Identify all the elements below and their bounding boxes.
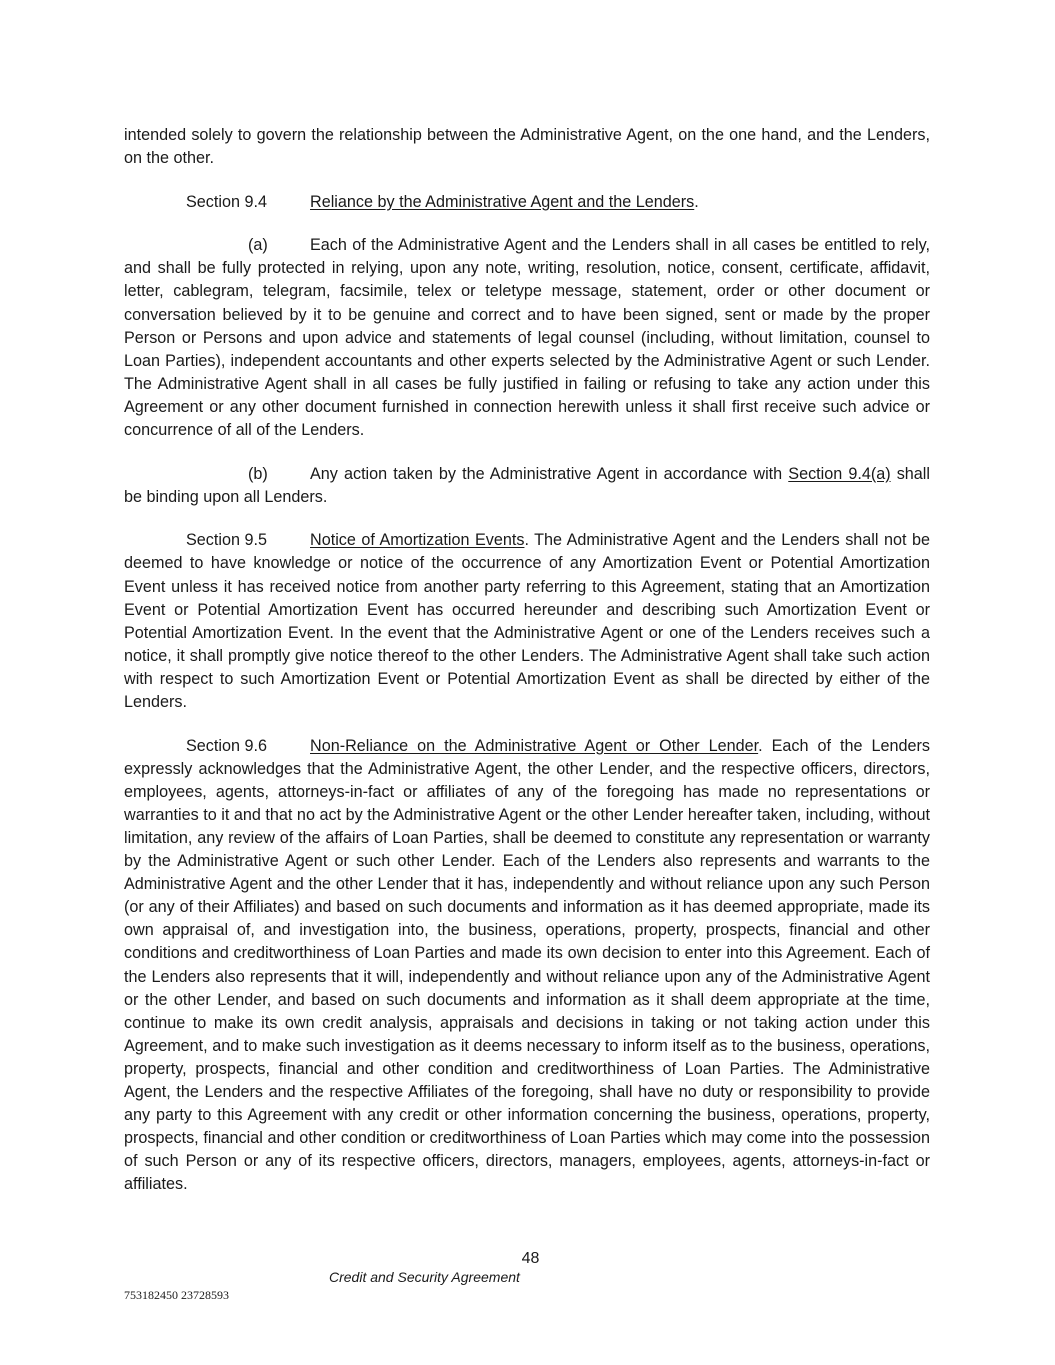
section-9-4-b-text-before: Any action taken by the Administrative Agent in accordance with — [310, 464, 789, 483]
footer-title: Credit and Security Agreement — [329, 1269, 520, 1285]
section-9-6-title: Non-Reliance on the Administrative Agent or Other Lender — [310, 736, 759, 755]
section-9-4-a-label: (a) — [248, 236, 268, 255]
section-9-5-paragraph — [124, 529, 930, 714]
continuation-paragraph: intended solely to govern the relationship between the Administrative Agent, on the one hand, and the Lenders, on the other. — [124, 126, 930, 168]
section-9-4-title-end: . — [694, 192, 699, 211]
section-9-5-body: . The Administrative Agent and the Lenders shall not be deemed to have knowledge or notice of the occurrence of any Amortization Event or Potential Amortization Event unless it has received notice from another party referring to this Agreement, stating that an Amortization Event or Potential Amortization Event has occurred hereunder and describing such Amortization Event or Potential Amortization Event. In the event that the Administrative Agent or one of the Lenders receives such a notice, it shall promptly give notice thereof to the other Lenders. The Administrative Agent shall take such action with respect to such Amortization Event or Potential Amortization Event as shall be directed by either of the Lenders. — [124, 531, 930, 711]
section-9-6-number: Section 9.6 — [186, 736, 267, 755]
document-body — [124, 124, 930, 1196]
section-9-4-number: Section 9.4 — [186, 192, 267, 211]
document-id: 753182450 23728593 — [124, 1288, 229, 1302]
section-9-4-b-text-after: shall be binding upon all Lenders. — [124, 464, 930, 506]
section-9-6-body: . Each of the Lenders expressly acknowledges that the Administrative Agent, the other Lender, and the respective officers, directors, employees, agents, attorneys-in-fact or affiliates of any of the foregoing has made no representations or warranties to it and that no act by the Administrative Agent or the other Lender hereafter taken, including, without limitation, any review of the affairs of Loan Parties, shall be deemed to constitute any representation or warranty by the Administrative Agent or such other Lender. Each of the Lenders also represents and warrants to the Administrative Agent and the other Lender that it has, independently and without reliance upon any such Person (or any of their Affiliates) and based on such documents and information as it has deemed appropriate, made its own appraisal of, and investigation into, the business, operations, property, prospects, financial and other conditions and creditworthiness of Loan Parties and made its own decision to enter into this Agreement. Each of the Lenders also represents that it will, independently and without reliance upon any of the Administrative Agent or the other Lender, and based on such documents and information as it shall deem appropriate at the time, continue to make its own credit analysis, appraisals and decisions in taking or not taking action under this Agreement, and to make such investigation as it deems necessary to inform itself as to the business, operations, property, prospects, financial and other condition and creditworthiness of Loan Parties. The Administrative Agent, the Lenders and the respective Affiliates of the foregoing, shall have no duty or responsibility to provide any party to this Agreement with any credit or other information concerning the business, operations, property, prospects, financial and other condition or creditworthiness of Loan Parties which may come into the possession of such Person or any of its respective officers, directors, managers, employees, agents, attorneys-in-fact or affiliates. — [124, 736, 931, 1194]
page-number: 48 — [521, 1250, 540, 1267]
section-9-4-title: Reliance by the Administrative Agent and the Lenders — [310, 192, 695, 211]
section-9-5-title: Notice of Amortization Events — [310, 531, 525, 550]
section-9-5-number: Section 9.5 — [186, 531, 267, 550]
section-9-4-heading — [124, 191, 930, 214]
section-9-4-a-reference: Section 9.4(a) — [788, 464, 891, 483]
section-9-4-a-text: Each of the Administrative Agent and the Lenders shall in all cases be entitled to rely, and shall be fully protected in relying, upon any note, writing, resolution, notice, consent, certificate, affidavit, letter, cablegram, telegram, facsimile, telex or teletype message, statement, order or other document or conversation believed by it to be genuine and correct and to have been signed, sent or made by the proper Person or Persons and upon advice and statements of legal counsel (including, without limitation, counsel to Loan Parties), independent accountants and other experts selected by the Administrative Agent or such Lender. The Administrative Agent shall in all cases be fully justified in failing or refusing to take any action under this Agreement or any other document furnished in connection herewith unless it shall first receive such advice or concurrence of all of the Lenders. — [124, 236, 930, 440]
section-9-4-a-paragraph — [124, 234, 930, 442]
section-9-6-paragraph — [124, 735, 930, 1197]
section-9-4-b-paragraph — [124, 463, 930, 509]
section-9-4-b-label: (b) — [248, 464, 268, 483]
